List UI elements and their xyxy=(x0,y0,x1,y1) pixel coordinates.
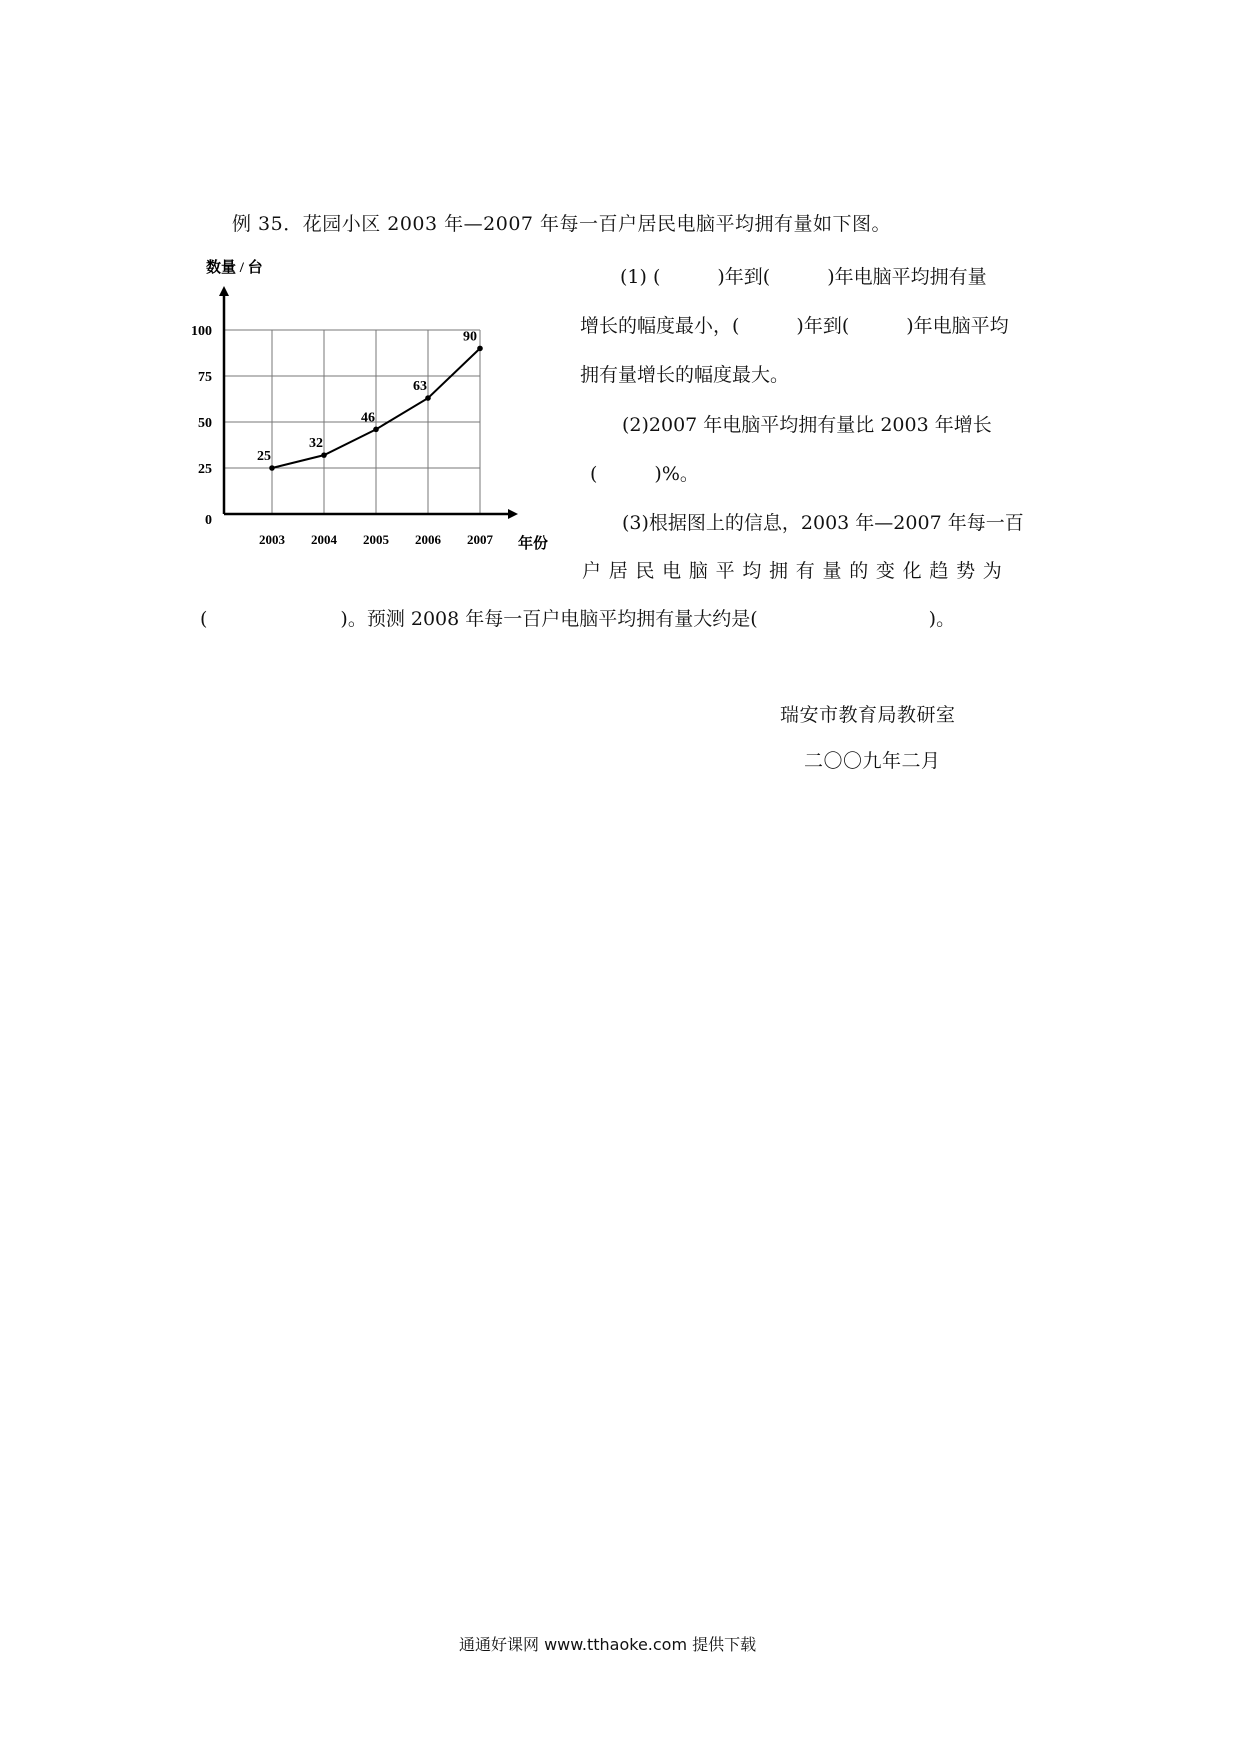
data-point xyxy=(321,452,327,458)
chart-axes xyxy=(219,286,518,519)
x-tick-label: 2007 xyxy=(467,532,493,547)
x-tick-label: 2005 xyxy=(363,532,389,547)
question-3-line-3: ( )。预测 2008 年每一百户电脑平均拥有量大约是( )。 xyxy=(200,608,956,630)
problem-title: 例 35．花园小区 2003 年—2007 年每一百户居民电脑平均拥有量如下图。 xyxy=(232,213,892,235)
question-3-char: 民 xyxy=(635,560,655,582)
y-tick-label: 25 xyxy=(198,462,212,477)
y-tick-label: 75 xyxy=(198,370,212,385)
question-1-line-3: 拥有量增长的幅度最大。 xyxy=(580,364,790,386)
data-point xyxy=(373,427,379,433)
y-tick-label: 100 xyxy=(191,324,212,339)
question-1-line-2: 增长的幅度最小，( )年到( )年电脑平均 xyxy=(580,315,1009,337)
y-tick-label: 0 xyxy=(205,513,212,528)
question-3-char: 有 xyxy=(795,560,815,582)
signature-org: 瑞安市教育局教研室 xyxy=(780,704,956,726)
x-tick-label: 2006 xyxy=(415,532,441,547)
question-3-char: 电 xyxy=(662,560,682,582)
question-3-char: 居 xyxy=(608,560,628,582)
question-3-char: 均 xyxy=(742,560,762,582)
x-tick-label: 2004 xyxy=(311,532,337,547)
question-3-char: 势 xyxy=(956,560,976,582)
x-tick-label: 2003 xyxy=(259,532,285,547)
question-3-char: 户 xyxy=(582,560,602,582)
question-3-char: 拥 xyxy=(769,560,789,582)
y-tick-label: 50 xyxy=(198,416,212,431)
data-label: 25 xyxy=(257,449,271,464)
question-3-char: 量 xyxy=(822,560,842,582)
question-3-char: 平 xyxy=(715,560,735,582)
question-3-char: 趋 xyxy=(929,560,949,582)
question-2-line-1: (2)2007 年电脑平均拥有量比 2003 年增长 xyxy=(622,414,992,436)
data-label: 32 xyxy=(309,436,323,452)
question-3-char: 脑 xyxy=(688,560,708,582)
x-axis-label: 年份 xyxy=(518,536,548,552)
question-3-char: 化 xyxy=(902,560,922,582)
chart-data-labels xyxy=(257,329,477,464)
y-axis-arrow xyxy=(219,286,229,296)
signature-date: 二〇〇九年二月 xyxy=(804,750,941,772)
question-3-line-1: (3)根据图上的信息，2003 年—2007 年每一百 xyxy=(622,512,1024,534)
question-1-line-1: (1) ( )年到( )年电脑平均拥有量 xyxy=(620,266,987,288)
question-3-char: 的 xyxy=(849,560,869,582)
data-label: 90 xyxy=(463,329,477,345)
x-axis-arrow xyxy=(508,509,518,519)
question-3-line-2 xyxy=(582,556,1002,583)
y-axis-label: 数量 / 台 xyxy=(206,260,263,276)
data-point xyxy=(425,395,431,401)
line-chart xyxy=(188,250,548,570)
question-2-line-2: ( )%。 xyxy=(590,463,699,485)
data-point xyxy=(477,346,483,352)
chart-grid xyxy=(224,330,480,514)
data-point xyxy=(269,465,275,471)
question-3-char: 为 xyxy=(982,560,1002,582)
data-label: 63 xyxy=(413,379,427,395)
data-label: 46 xyxy=(361,410,375,426)
footer-download-note: 通通好课网 www.tthaoke.com 提供下载 xyxy=(459,1635,757,1654)
question-3-char: 变 xyxy=(875,560,895,582)
